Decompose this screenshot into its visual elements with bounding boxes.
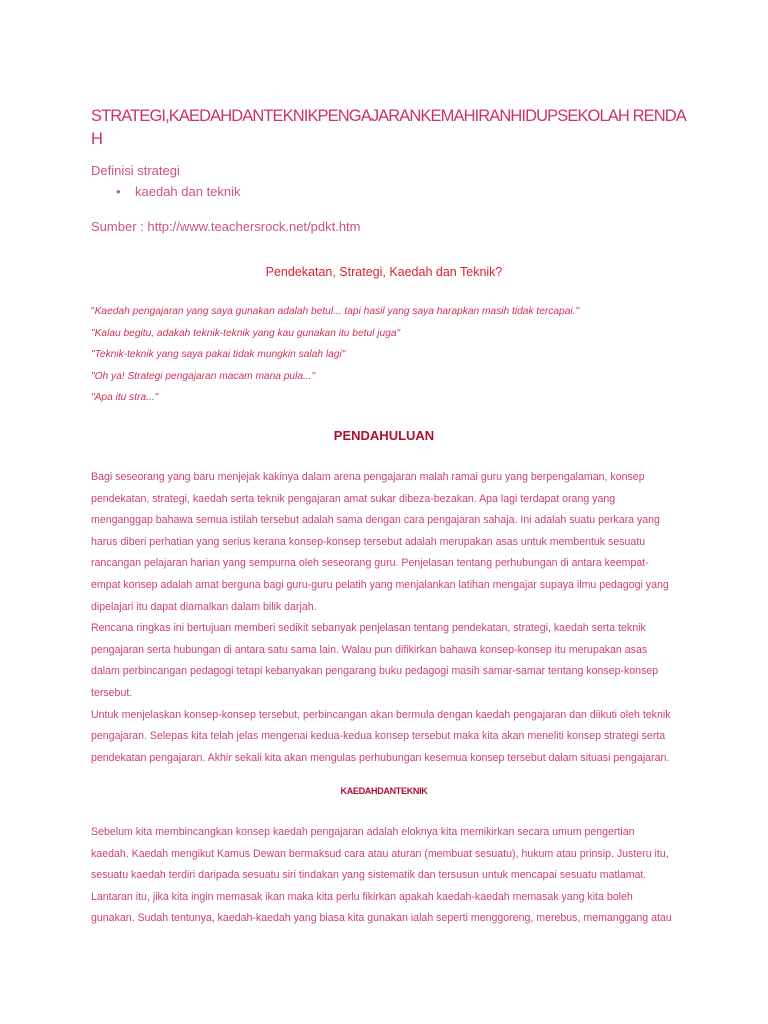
section-body-kaedah-dan-teknik (91, 822, 683, 930)
text-line: Lantaran itu, jika kita ingin memasak ikan maka kita perlu fikirkan apakah kaedah-kaedah memasak yang kita boleh (91, 890, 633, 903)
quote-line: "Kalau begitu, adakah teknik-teknik yang kau gunakan itu betul juga" (91, 327, 401, 339)
section-heading-kaedah-dan-teknik: KAEDAHDANTEKNIK (340, 786, 428, 796)
text-line: rancangan pelajaran harian yang sempurna oleh seseorang guru. Penjelasan tentang perhubungan di antara keempat- (91, 557, 649, 570)
quote-line: "Apa itu stra..." (91, 392, 159, 403)
question-heading: Pendekatan, Strategi, Kaedah dan Teknik? (265, 265, 503, 279)
text-line: empat konsep adalah amat berguna bagi guru-guru pelatih yang menjalankan latihan mengajar supaya ilmu pedagogi yang (91, 578, 669, 591)
text-line: Bagi seseorang yang baru menjejak kakinya dalam arena pengajaran malah ramai guru yang berpengalaman, konsep (91, 471, 645, 483)
text-line: Sebelum kita membincangkan konsep kaedah pengajaran adalah eloknya kita memikirkan secara umum pengertian (91, 826, 635, 838)
text-line: dalam perbincangan pedagogi tetapi kebanyakan pengarang buku pedagogi masih samar-samar tentang konsep-konsep (91, 665, 659, 678)
text-line: harus diberi perhatian yang serius kerana konsep-konsep tersebut adalah merupakan asas untuk membentuk sesuatu (91, 535, 646, 548)
text-line: Rencana ringkas ini bertujuan memberi sedikit sebanyak penjelasan tentang pendekatan, strategi, kaedah serta teknik (91, 622, 646, 635)
quote-line: "Kaedah pengajaran yang saya gunakan adalah betul... tapi hasil yang saya harapkan masih tidak tercapai." (91, 306, 580, 317)
document-title: STRATEGI,KAEDAHDANTEKNIKPENGAJARANKEMAHIRANHIDUPSEKOLAH RENDAH (91, 107, 686, 148)
quote-line: "Oh ya! Strategi pengajaran macam mana pula..." (91, 370, 316, 382)
text-line: dipelajari itu dapat diamalkan dalam bilik darjah. (91, 600, 317, 613)
source-line: Sumber : http://www.teachersrock.net/pdkt.htm (91, 219, 361, 234)
bullet-icon: • (116, 184, 121, 199)
text-line: sesuatu kaedah terdiri daripada sesuatu siri tindakan yang sistematik dan tersusun untuk mencapai sesuatu matlamat. (91, 869, 647, 882)
text-line: Untuk menjelaskan konsep-konsep tersebut, perbincangan akan bermula dengan kaedah pengajaran dan diikuti oleh teknik (91, 708, 671, 721)
text-line: gunakan. Sudah tentunya, kaedah-kaedah yang biasa kita gunakan ialah seperti menggoreng, merebus, memanggang atau (91, 912, 672, 925)
text-line: tersebut. (91, 686, 133, 699)
text-line: pengajaran serta hubungan di antara satu sama lain. Walau pun difikirkan bahawa konsep-konsep itu merupakan asas (91, 643, 648, 656)
text-line: pengajaran. Selepas kita telah jelas mengenai kedua-kedua konsep tersebut maka kita akan meneliti konsep strategi serta (91, 730, 666, 743)
dialogue-quotes (91, 306, 579, 414)
definition-label: Definisi strategi (91, 163, 180, 178)
text-line: menganggap bahawa semua istilah tersebut adalah sama dengan cara pengajaran sahaja. Ini adalah suatu perkara yang (91, 514, 660, 527)
section-body-pendahuluan (91, 467, 683, 769)
section-heading-pendahuluan: PENDAHULUAN (333, 428, 435, 443)
bullet-list-item (116, 184, 241, 199)
text-line: pendekatan, strategi, kaedah serta teknik pengajaran amat sukar dibeza-bezakan. Apa lagi terdapat orang yang (91, 492, 616, 505)
text-line: kaedah. Kaedah mengikut Kamus Dewan bermaksud cara atau aturan (membuat sesuatu), hukum atau prinsip. Justeru itu, (91, 847, 669, 860)
quote-line: "Teknik-teknik yang saya pakai tidak mungkin salah lagi" (91, 349, 346, 360)
bullet-item-text: kaedah dan teknik (135, 184, 241, 199)
text-line: pendekatan pengajaran. Akhir sekali kita akan mengulas perhubungan kesemua konsep tersebut dalam situasi pengajaran. (91, 751, 670, 764)
